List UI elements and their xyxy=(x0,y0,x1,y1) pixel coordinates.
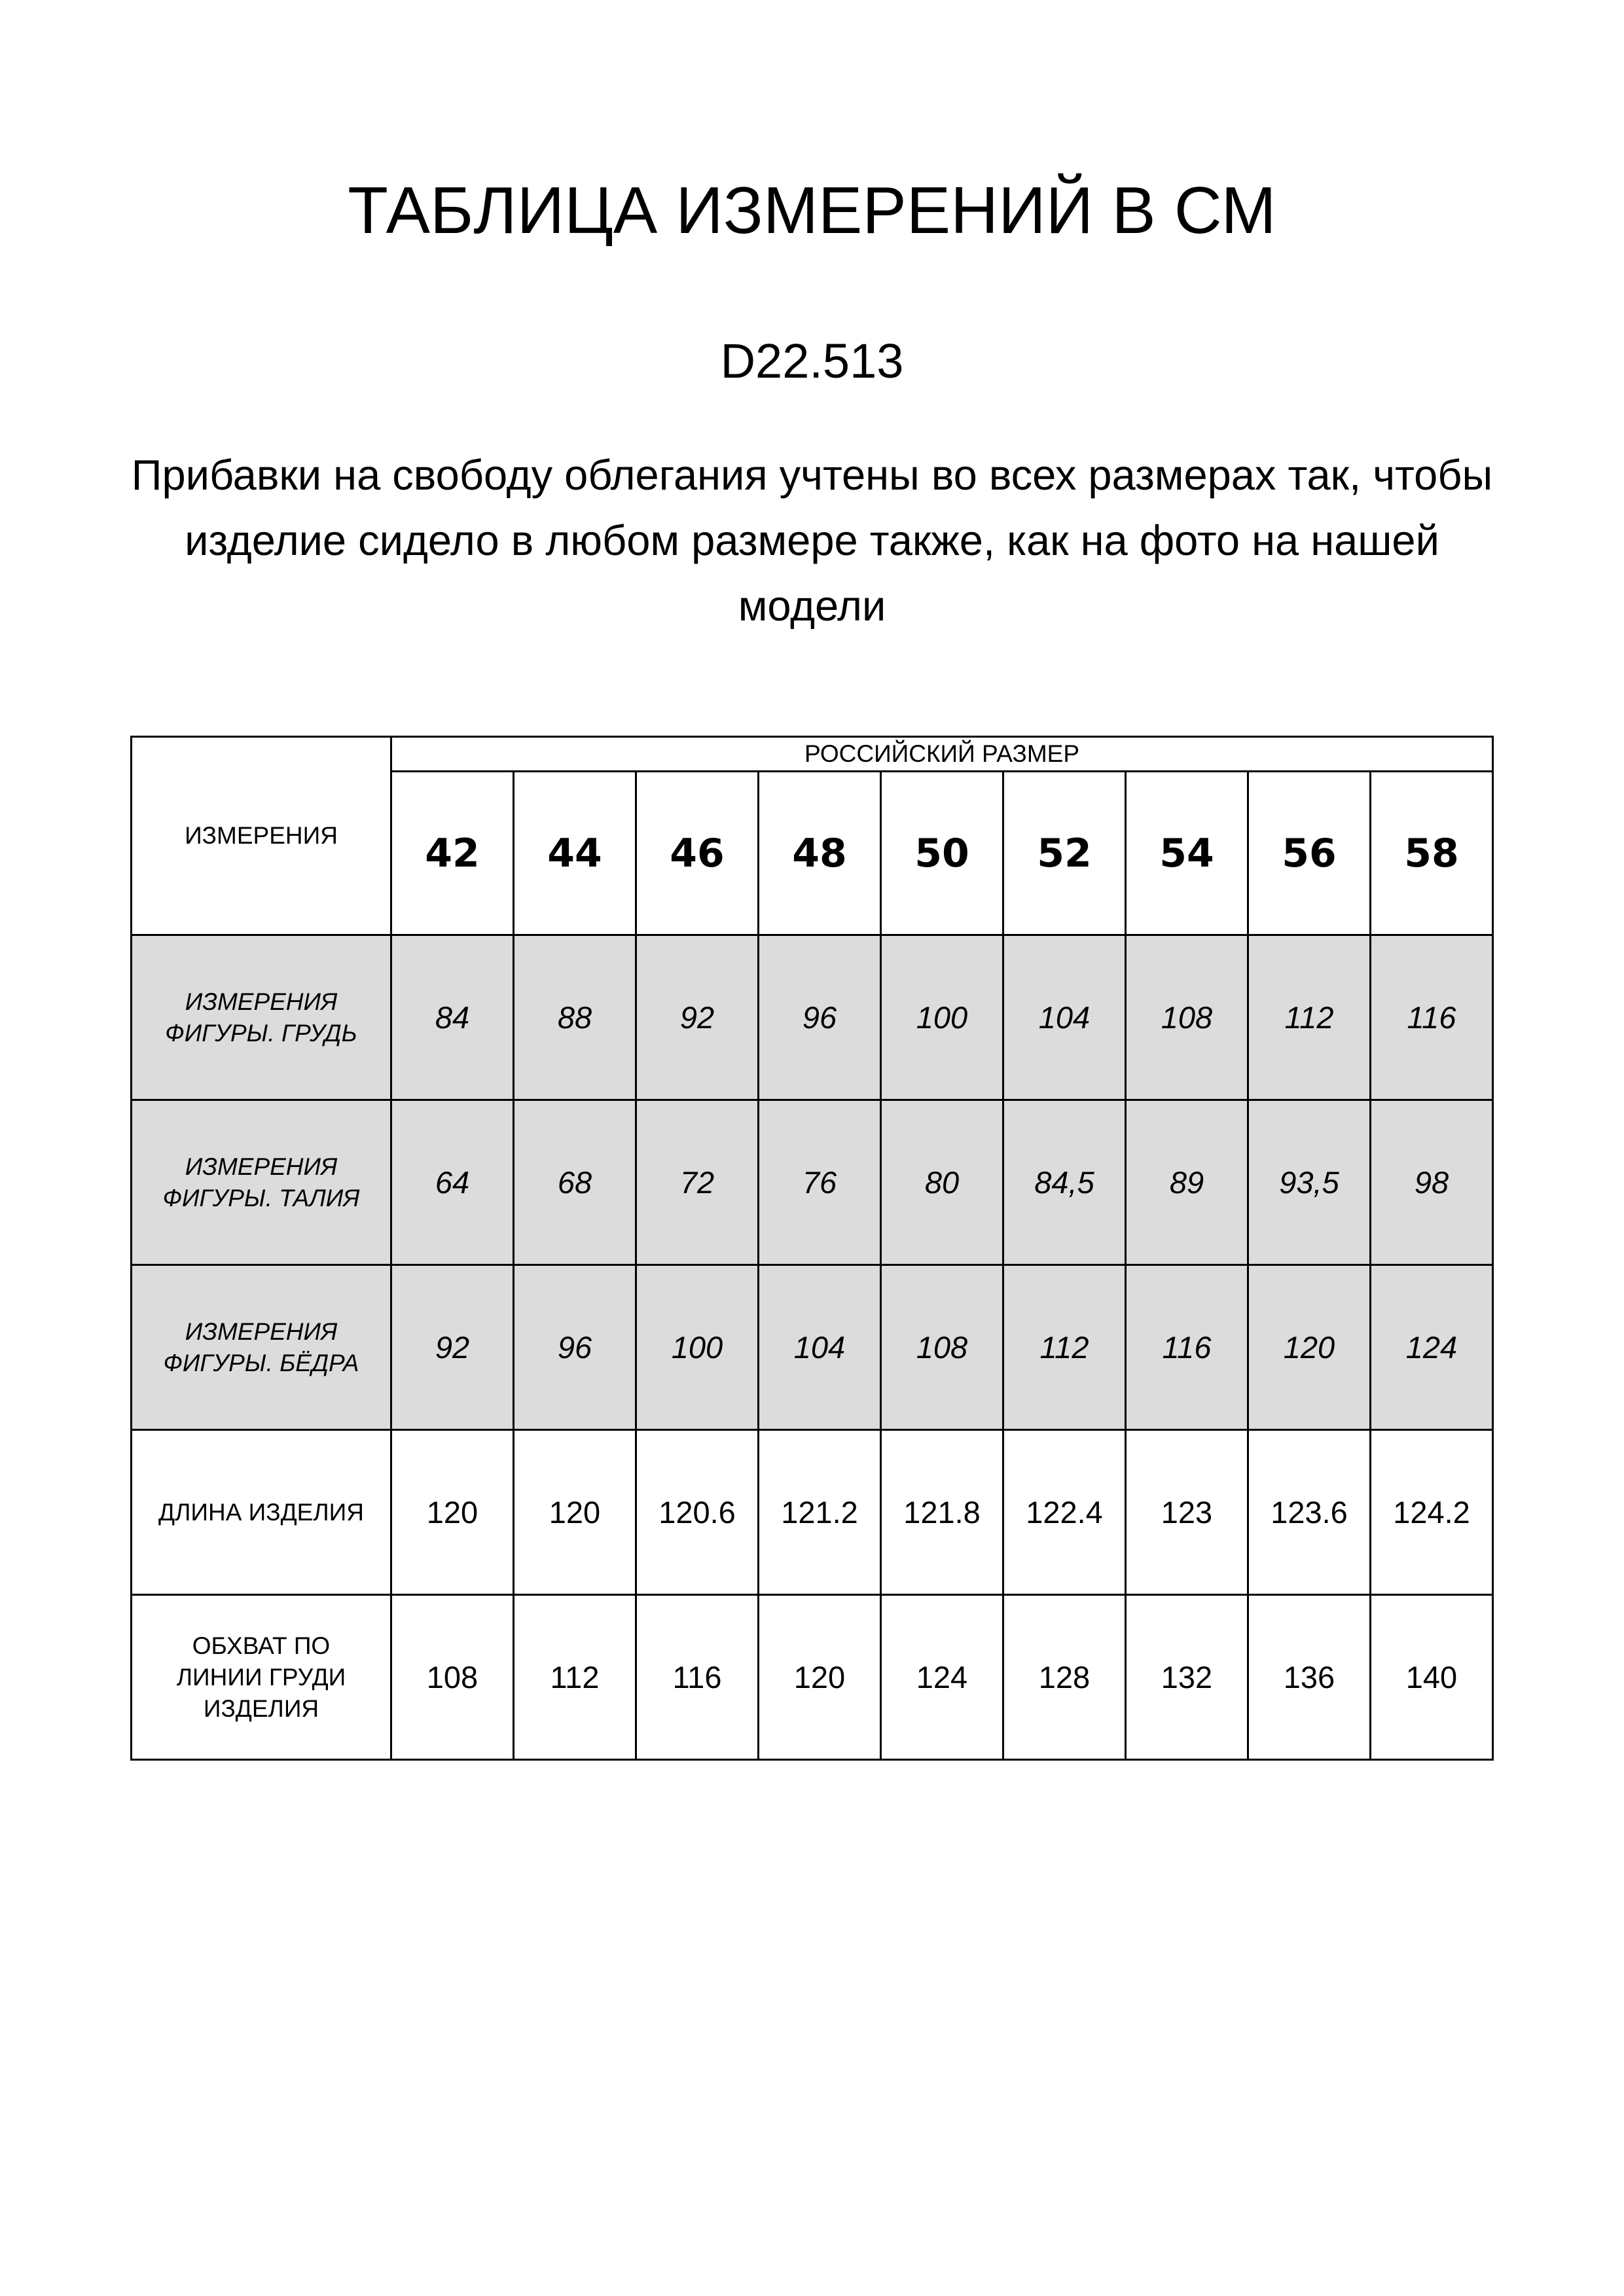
value-cell: 93,5 xyxy=(1248,1100,1371,1265)
row-label xyxy=(132,935,391,1100)
value-cell: 121.8 xyxy=(881,1430,1003,1595)
value-cell: 124.2 xyxy=(1371,1430,1493,1595)
row-label-line: ДЛИНА ИЗДЕЛИЯ xyxy=(158,1498,364,1526)
row-label-line: ИЗМЕРЕНИЯ xyxy=(185,988,338,1015)
table-row xyxy=(132,935,1493,1100)
value-cell: 88 xyxy=(514,935,636,1100)
value-cell: 120 xyxy=(514,1430,636,1595)
table-row xyxy=(132,1595,1493,1760)
value-cell: 96 xyxy=(514,1265,636,1430)
size-cell: 44 xyxy=(514,772,636,935)
value-cell: 128 xyxy=(1003,1595,1126,1760)
value-cell: 92 xyxy=(391,1265,514,1430)
value-cell: 104 xyxy=(759,1265,881,1430)
value-cell: 64 xyxy=(391,1100,514,1265)
size-cell: 50 xyxy=(881,772,1003,935)
table-header-row xyxy=(132,737,1493,772)
size-cell: 48 xyxy=(759,772,881,935)
size-cell: 54 xyxy=(1126,772,1248,935)
value-cell: 120 xyxy=(759,1595,881,1760)
value-cell: 116 xyxy=(1371,935,1493,1100)
value-cell: 112 xyxy=(1248,935,1371,1100)
row-label-line: ИЗДЕЛИЯ xyxy=(203,1695,319,1722)
value-cell: 140 xyxy=(1371,1595,1493,1760)
value-cell: 132 xyxy=(1126,1595,1248,1760)
value-cell: 120 xyxy=(391,1430,514,1595)
value-cell: 108 xyxy=(881,1265,1003,1430)
page-title: ТАБЛИЦА ИЗМЕРЕНИЙ В СМ xyxy=(348,174,1276,247)
row-label xyxy=(132,1100,391,1265)
value-cell: 80 xyxy=(881,1100,1003,1265)
value-cell: 89 xyxy=(1126,1100,1248,1265)
value-cell: 116 xyxy=(636,1595,759,1760)
size-cell: 46 xyxy=(636,772,759,935)
value-cell: 120.6 xyxy=(636,1430,759,1595)
value-cell: 123.6 xyxy=(1248,1430,1371,1595)
row-label-line: ОБХВАТ ПО xyxy=(192,1632,331,1659)
value-cell: 112 xyxy=(514,1595,636,1760)
value-cell: 136 xyxy=(1248,1595,1371,1760)
value-cell: 84 xyxy=(391,935,514,1100)
row-label xyxy=(132,1595,391,1760)
value-cell: 112 xyxy=(1003,1265,1126,1430)
table-row xyxy=(132,1265,1493,1430)
size-cell: 52 xyxy=(1003,772,1126,935)
value-cell: 108 xyxy=(1126,935,1248,1100)
size-table xyxy=(130,736,1494,1761)
value-cell: 116 xyxy=(1126,1265,1248,1430)
table-row xyxy=(132,1100,1493,1265)
russian-size-header: РОССИЙСКИЙ РАЗМЕР xyxy=(391,737,1493,772)
value-cell: 84,5 xyxy=(1003,1100,1126,1265)
row-label-line: ФИГУРЫ. БЁДРА xyxy=(163,1349,359,1376)
row-label xyxy=(132,1265,391,1430)
row-label-line: ИЗМЕРЕНИЯ xyxy=(185,1318,338,1345)
value-cell: 121.2 xyxy=(759,1430,881,1595)
value-cell: 124 xyxy=(881,1595,1003,1760)
value-cell: 98 xyxy=(1371,1100,1493,1265)
size-cell: 42 xyxy=(391,772,514,935)
value-cell: 122.4 xyxy=(1003,1430,1126,1595)
value-cell: 123 xyxy=(1126,1430,1248,1595)
row-label-line: ИЗМЕРЕНИЯ xyxy=(185,1153,338,1180)
product-code: D22.513 xyxy=(720,334,904,388)
row-label-line: ФИГУРЫ. ГРУДЬ xyxy=(165,1019,357,1047)
value-cell: 104 xyxy=(1003,935,1126,1100)
table-row xyxy=(132,1430,1493,1595)
value-cell: 96 xyxy=(759,935,881,1100)
size-cell: 58 xyxy=(1371,772,1493,935)
value-cell: 76 xyxy=(759,1100,881,1265)
measurements-header: ИЗМЕРЕНИЯ xyxy=(132,737,391,935)
value-cell: 108 xyxy=(391,1595,514,1760)
fit-note: Прибавки на свободу облегания учтены во всех размерах так, чтобы изделие сидело в любом размере также, как на фото на нашей модели xyxy=(131,451,1493,630)
value-cell: 68 xyxy=(514,1100,636,1265)
size-cell: 56 xyxy=(1248,772,1371,935)
value-cell: 124 xyxy=(1371,1265,1493,1430)
value-cell: 92 xyxy=(636,935,759,1100)
row-label-line: ЛИНИИ ГРУДИ xyxy=(176,1663,346,1691)
row-label xyxy=(132,1430,391,1595)
row-label-line: ФИГУРЫ. ТАЛИЯ xyxy=(162,1184,360,1211)
value-cell: 120 xyxy=(1248,1265,1371,1430)
value-cell: 100 xyxy=(636,1265,759,1430)
value-cell: 100 xyxy=(881,935,1003,1100)
value-cell: 72 xyxy=(636,1100,759,1265)
